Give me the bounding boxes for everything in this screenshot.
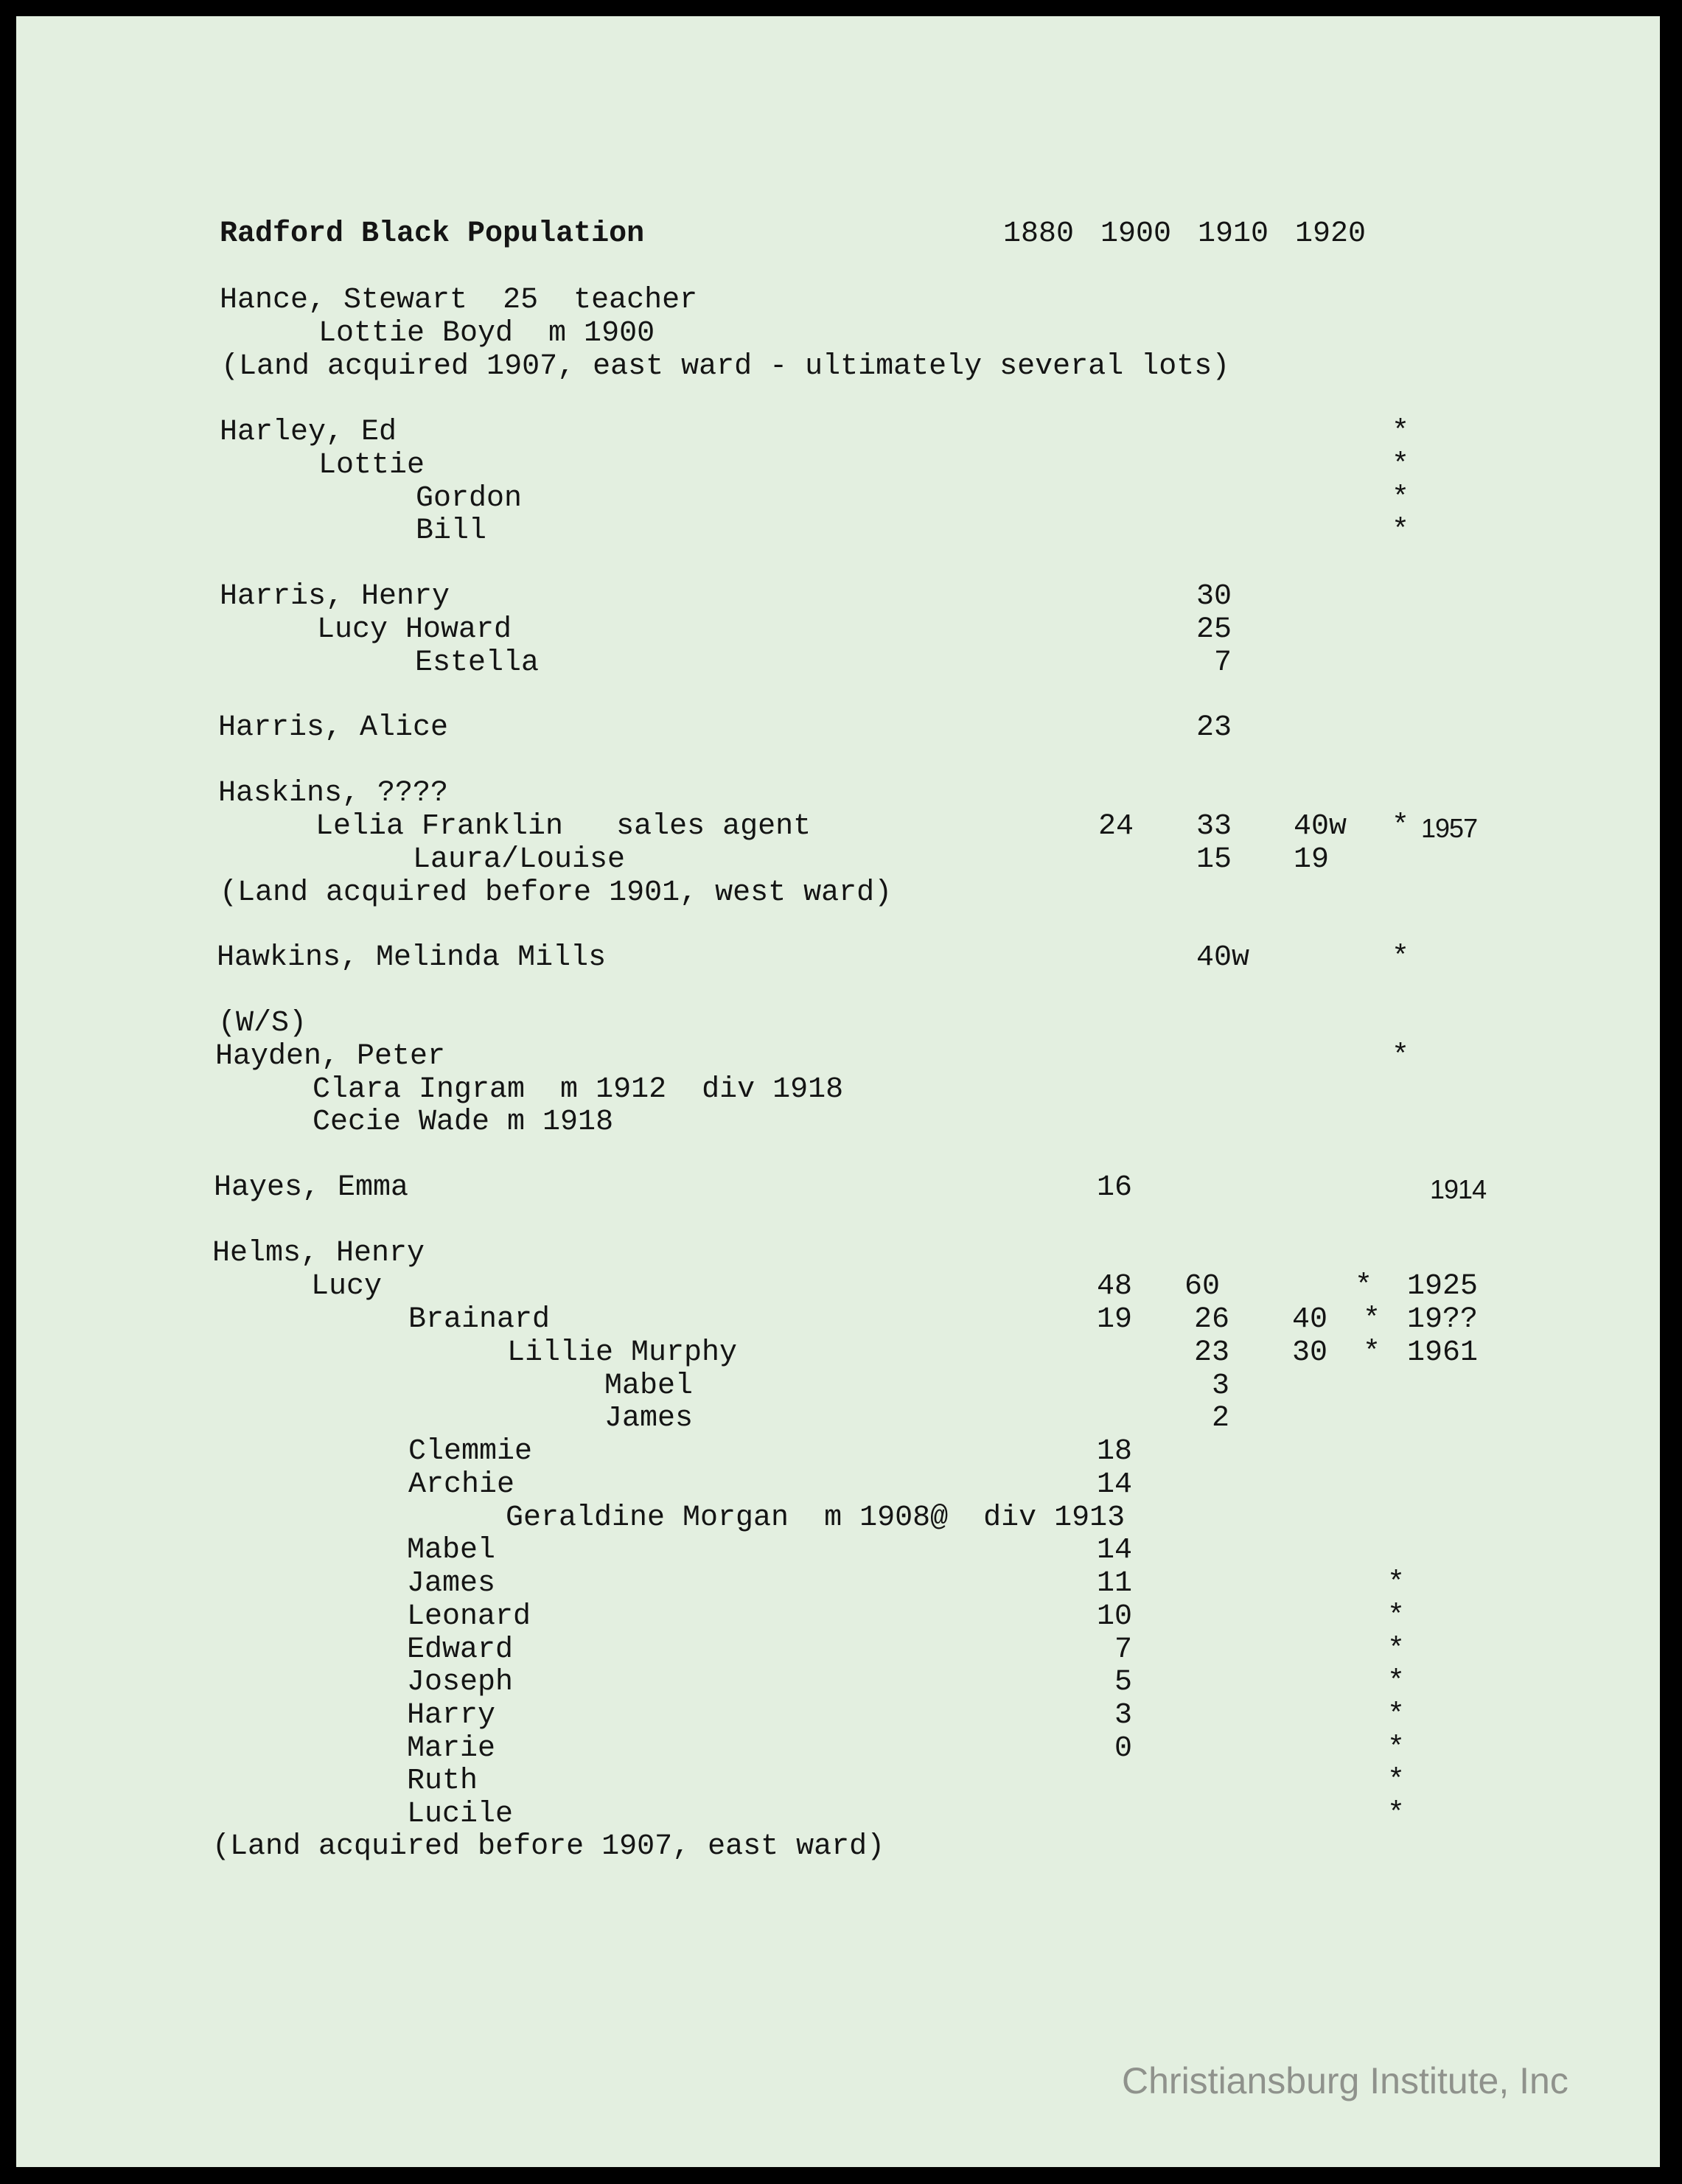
hayes-1900: 16 [1097, 1171, 1133, 1204]
entry-hance-head: Hance, Stewart 25 teacher [220, 284, 698, 317]
helms-brainard-1910: 26 [1194, 1303, 1230, 1336]
helms-child-name: Joseph [407, 1666, 514, 1699]
entry-hayden-spouse1: Clara Ingram m 1912 div 1918 [313, 1073, 844, 1106]
helms-child-name: James [407, 1567, 496, 1600]
helms-child-name: Harry [407, 1699, 496, 1732]
entry-harley-child-bill: Bill [416, 514, 487, 548]
hayes-death: 1914 [1430, 1174, 1487, 1204]
helms-grandchild-mabel-1910: 3 [1212, 1370, 1230, 1403]
harris-alice-1910: 23 [1196, 711, 1232, 744]
helms-child-mark: * [1387, 1798, 1406, 1831]
entry-haskins-head: Haskins, ???? [218, 777, 449, 810]
entry-harley-head: Harley, Ed [220, 416, 397, 449]
year-header-1910: 1910 [1198, 217, 1269, 251]
entry-hawkins: Hawkins, Melinda Mills [217, 941, 607, 974]
haskins-lelia-1920: 40w [1294, 810, 1347, 843]
entry-hance-spouse: Lottie Boyd m 1900 [318, 317, 655, 350]
helms-clemmie-1900: 18 [1097, 1435, 1133, 1468]
entry-harris-henry-head: Harris, Henry [220, 580, 450, 613]
helms-archie-1900: 14 [1097, 1468, 1133, 1501]
harris-henry-wife-1910: 25 [1196, 613, 1232, 646]
haskins-lelia-1910: 33 [1196, 810, 1232, 843]
entry-helms-geraldine: Geraldine Morgan m 1908@ div 1913 [506, 1501, 1126, 1535]
helms-child-name: Mabel [407, 1534, 496, 1567]
helms-child-1900: 14 [1097, 1534, 1133, 1567]
helms-grandchild-james-1910: 2 [1212, 1402, 1230, 1435]
helms-child-mark: * [1387, 1765, 1406, 1798]
entry-hayden-spouse2: Cecie Wade m 1918 [313, 1106, 614, 1139]
harley-gordon-mark: * [1392, 482, 1410, 515]
helms-brainard-mark: * [1363, 1303, 1381, 1336]
helms-child-name: Ruth [407, 1765, 478, 1798]
helms-child-1900: 5 [1114, 1666, 1133, 1699]
entry-harris-alice: Harris, Alice [218, 711, 449, 744]
entry-helms-head: Helms, Henry [212, 1237, 425, 1270]
entry-hayden-head: Hayden, Peter [215, 1040, 446, 1073]
entry-helms-archie: Archie [408, 1468, 515, 1501]
helms-child-1900: 7 [1114, 1633, 1133, 1667]
harris-henry-child-1910: 7 [1214, 646, 1232, 680]
helms-child-mark: * [1387, 1600, 1406, 1633]
helms-child-1900: 3 [1114, 1699, 1133, 1732]
entry-haskins-note: (Land acquired before 1901, west ward) [220, 876, 893, 910]
helms-child-name: Marie [407, 1732, 496, 1765]
harley-wife-mark: * [1392, 449, 1410, 482]
helms-child-1900: 11 [1097, 1567, 1133, 1600]
hayden-mark: * [1392, 1040, 1410, 1073]
harley-bill-mark: * [1392, 514, 1410, 548]
entry-hayes: Hayes, Emma [214, 1171, 409, 1204]
helms-child-1900: 0 [1114, 1732, 1133, 1765]
helms-lillie-mark: * [1363, 1336, 1381, 1370]
entry-helms-brainard: Brainard [408, 1303, 551, 1336]
year-header-1920: 1920 [1295, 217, 1367, 251]
entry-helms-grandchild-mabel: Mabel [604, 1370, 694, 1403]
helms-child-mark: * [1387, 1699, 1406, 1732]
helms-lillie-1910: 23 [1194, 1336, 1230, 1370]
entry-haskins-lelia: Lelia Franklin sales agent [315, 810, 812, 843]
haskins-lelia-death: 1957 [1421, 813, 1478, 843]
haskins-laura-1910: 15 [1196, 843, 1232, 876]
haskins-laura-1920: 19 [1294, 843, 1330, 876]
entry-hayden-tag: (W/S) [218, 1007, 307, 1040]
helms-lillie-1920: 30 [1292, 1336, 1328, 1370]
helms-child-1900: 10 [1097, 1600, 1133, 1633]
helms-child-name: Edward [407, 1633, 514, 1667]
helms-lucy-mark: * [1355, 1270, 1373, 1303]
year-header-1880: 1880 [1003, 217, 1075, 251]
harley-head-mark: * [1392, 416, 1410, 449]
helms-lucy-1910: 60 [1184, 1270, 1221, 1303]
haskins-lelia-mark: * [1392, 810, 1410, 843]
entry-hance-note: (Land acquired 1907, east ward - ultimately several lots) [221, 350, 1230, 383]
helms-lillie-death: 1961 [1407, 1336, 1479, 1370]
hawkins-1910: 40w [1196, 941, 1250, 974]
helms-brainard-1900: 19 [1097, 1303, 1133, 1336]
haskins-lelia-1900: 24 [1098, 810, 1134, 843]
year-header-1900: 1900 [1100, 217, 1172, 251]
helms-child-name: Leonard [407, 1600, 531, 1633]
helms-lucy-death: 1925 [1407, 1270, 1479, 1303]
helms-brainard-1920: 40 [1292, 1303, 1328, 1336]
entry-helms-lillie: Lillie Murphy [507, 1336, 738, 1370]
entry-harris-henry-wife: Lucy Howard [317, 613, 512, 646]
helms-child-mark: * [1387, 1732, 1406, 1765]
document-title: Radford Black Population [220, 217, 645, 251]
entry-helms-grandchild-james: James [604, 1402, 694, 1435]
helms-child-mark: * [1387, 1666, 1406, 1699]
entry-haskins-laura: Laura/Louise [413, 843, 626, 876]
entry-harris-henry-child: Estella [415, 646, 540, 680]
entry-helms-note: (Land acquired before 1907, east ward) [212, 1830, 885, 1863]
entry-harley-child-gordon: Gordon [416, 482, 523, 515]
hawkins-mark: * [1392, 941, 1410, 974]
entry-helms-lucy: Lucy [311, 1270, 383, 1303]
helms-lucy-1900: 48 [1097, 1270, 1133, 1303]
helms-brainard-death: 19?? [1407, 1303, 1479, 1336]
entry-helms-clemmie: Clemmie [408, 1435, 533, 1468]
helms-child-mark: * [1387, 1567, 1406, 1600]
entry-harley-wife: Lottie [318, 449, 425, 482]
helms-child-name: Lucile [407, 1798, 514, 1831]
document-page [16, 16, 1660, 2167]
helms-child-mark: * [1387, 1633, 1406, 1667]
harris-henry-1910: 30 [1196, 580, 1232, 613]
watermark: Christiansburg Institute, Inc [1122, 2060, 1568, 2101]
